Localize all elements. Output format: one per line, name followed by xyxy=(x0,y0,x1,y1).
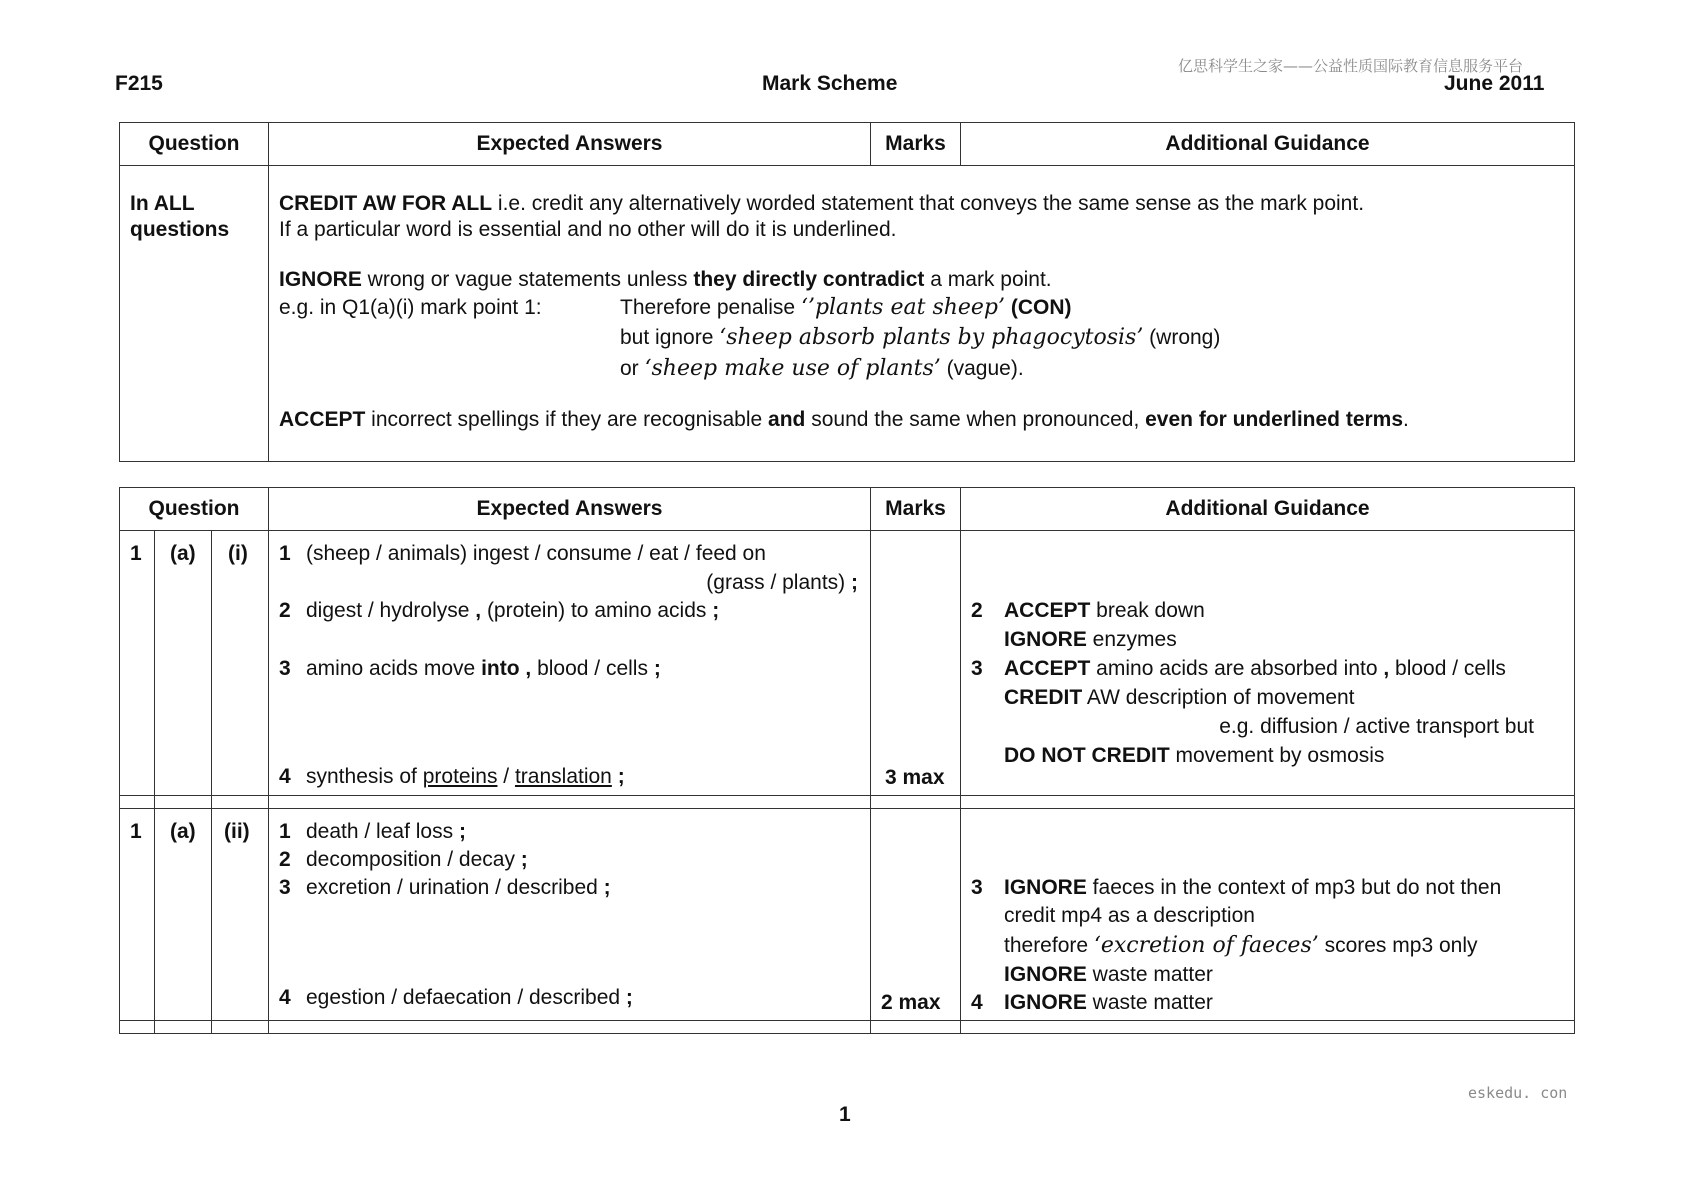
row-q1ai xyxy=(120,531,1575,796)
accept-mid: incorrect spellings if they are recognisable xyxy=(365,408,769,431)
ignore-tag: (wrong) xyxy=(1143,326,1221,349)
q1aii-g3d xyxy=(1004,962,1213,988)
ignore-bold: IGNORE xyxy=(279,268,362,291)
q1ai-g3-rest: blood / cells xyxy=(1389,657,1506,680)
q1ai-g3c: e.g. diffusion / active transport but xyxy=(1219,715,1534,738)
ignore-quote: ‘sheep absorb plants by phagocytosis’ xyxy=(719,325,1144,350)
penalise-quote: ‘’plants eat sheep’ xyxy=(800,295,1006,320)
q1aii-mp2-num: 2 xyxy=(279,848,291,871)
col-guidance: Additional Guidance xyxy=(961,123,1575,166)
q1ai-g3-bold: ACCEPT xyxy=(1004,657,1091,680)
paper-code: F215 xyxy=(115,72,163,95)
q1ai-mp3-num: 3 xyxy=(279,657,291,680)
q1aii-g3c-quote: ‘excretion of faeces’ xyxy=(1093,933,1319,958)
q1aii-mp3-semi: ; xyxy=(603,876,611,899)
q1aii-mp2-text: decomposition / decay xyxy=(306,848,521,871)
penalise-text: Therefore penalise xyxy=(620,296,801,319)
q1ai-g2b-text: enzymes xyxy=(1086,628,1177,651)
q1ai-mp4 xyxy=(306,764,625,790)
q1aii-g3b: credit mp4 as a description xyxy=(1004,904,1255,927)
q1ai-g3d xyxy=(1004,743,1384,769)
accept-and: and xyxy=(768,408,806,431)
q1ai-mp3-into: into , xyxy=(481,657,532,680)
q1ai-mp4-sep: / xyxy=(497,765,515,788)
accept-mid2: sound the same when pronounced, xyxy=(805,408,1146,431)
q1ai-g2 xyxy=(1004,598,1205,624)
q1ai-mp3-text: amino acids move xyxy=(306,657,482,680)
q1ai-mp1-cont xyxy=(706,570,858,596)
q1aii-answers xyxy=(269,809,871,1021)
q1aii-mp3-num: 3 xyxy=(279,876,291,899)
q1ai-mp1-num: 1 xyxy=(279,542,291,565)
q1aii-mp1-num: 1 xyxy=(279,820,291,843)
q1ai-mp3 xyxy=(306,656,661,682)
q1aii-mp4-num: 4 xyxy=(279,986,291,1009)
q1ai-g2-text: break down xyxy=(1090,599,1205,622)
accept-bold2: even for underlined terms xyxy=(1145,408,1404,431)
q1aii-g3d-text: waste matter xyxy=(1086,963,1213,986)
q1ai-g3b-bold: CREDIT xyxy=(1004,686,1083,709)
general-label-1: In ALL xyxy=(130,192,195,215)
q1ai-mp4-semi: ; xyxy=(611,765,625,788)
credit-bold: CREDIT AW FOR ALL xyxy=(279,192,493,215)
q1ai-g3d-text: movement by osmosis xyxy=(1169,744,1385,767)
q1ai-mp4-translation: translation xyxy=(514,765,612,788)
q1aii-mp1-semi: ; xyxy=(458,820,466,843)
q1ai-g2-bold: ACCEPT xyxy=(1004,599,1091,622)
q1aii-guidance xyxy=(961,809,1575,1021)
q1ai-g3b xyxy=(1004,685,1355,711)
q1aii-marks: 2 max xyxy=(881,991,941,1014)
general-content-cell xyxy=(269,166,1575,462)
q1aii-g3-text: faeces in the context of mp3 but do not then xyxy=(1086,876,1502,899)
q1aii-g3d-bold: IGNORE xyxy=(1004,963,1087,986)
col-expected-2: Expected Answers xyxy=(269,488,871,531)
q1ai-g3b-text: AW description of movement xyxy=(1082,686,1355,709)
ignore-bold2: they directly contradict xyxy=(693,268,925,291)
col-expected: Expected Answers xyxy=(269,123,871,166)
general-table xyxy=(119,122,1575,462)
col-guidance-2: Additional Guidance xyxy=(961,488,1575,531)
q1ai-g3 xyxy=(1004,656,1506,682)
ignore-example-line xyxy=(620,325,1220,351)
q1aii-mp4-text: egestion / defaecation / described xyxy=(306,986,626,1009)
q1ai-mp4-num: 4 xyxy=(279,765,291,788)
q1aii-part: (a) xyxy=(170,820,196,843)
q1ai-part: (a) xyxy=(170,542,196,565)
credit-line xyxy=(279,191,1364,217)
q1ai-mp2-text: digest / hydrolyse xyxy=(306,599,476,622)
col-marks: Marks xyxy=(871,123,961,166)
q1ai-mp4-text: synthesis of xyxy=(306,765,423,788)
q1aii-g3c xyxy=(1004,933,1477,959)
q1ai-g2b xyxy=(1004,627,1177,653)
q1ai-mp1-text: (sheep / animals) ingest / consume / eat / feed on xyxy=(306,542,766,565)
q1aii-num: 1 xyxy=(130,820,142,843)
q1aii-mp4-semi: ; xyxy=(625,986,633,1009)
q1ai-mp2-semi: ; xyxy=(712,599,720,622)
general-label-cell xyxy=(120,166,269,462)
ignore-but: but ignore xyxy=(620,326,720,349)
page-number: 1 xyxy=(839,1103,851,1126)
q1ai-mp2-num: 2 xyxy=(279,599,291,622)
col-question: Question xyxy=(120,123,269,166)
q1aii-g3-bold: IGNORE xyxy=(1004,876,1087,899)
q1ai-answers xyxy=(269,531,871,796)
accept-line xyxy=(279,407,1409,433)
q1ai-mp1-cont-text: (grass / plants) xyxy=(706,571,846,594)
eg-label: e.g. in Q1(a)(i) mark point 1: xyxy=(279,296,542,319)
q1ai-mp3-semi: ; xyxy=(653,657,661,680)
q1aii-mp3-text: excretion / urination / described xyxy=(306,876,604,899)
q1aii-mp3 xyxy=(306,875,611,901)
q1ai-guidance xyxy=(961,531,1575,796)
q1aii-mp2 xyxy=(306,847,528,873)
q1ai-g3-num: 3 xyxy=(971,657,983,680)
q1aii-g3c-rest: scores mp3 only xyxy=(1318,934,1478,957)
penalise-tag: (CON) xyxy=(1005,296,1072,319)
q1ai-mp1-semi: ; xyxy=(845,571,858,594)
accept-end: . xyxy=(1403,408,1409,431)
q1ai-g2b-bold: IGNORE xyxy=(1004,628,1087,651)
penalise-line xyxy=(620,295,1072,321)
row-q1aii xyxy=(120,809,1575,1021)
q1ai-g3-comma: , xyxy=(1383,657,1390,680)
q1ai-g3d-bold: DO NOT CREDIT xyxy=(1004,744,1170,767)
q1aii-mp2-semi: ; xyxy=(520,848,528,871)
q1aii-g4-bold: IGNORE xyxy=(1004,991,1087,1014)
q1ai-sub: (i) xyxy=(228,542,248,565)
q1aii-mp1-text: death / leaf loss xyxy=(306,820,459,843)
q1aii-mp4 xyxy=(306,985,633,1011)
q1aii-g3-num: 3 xyxy=(971,876,983,899)
or-example-line xyxy=(620,356,1024,382)
q1aii-g4-text: waste matter xyxy=(1086,991,1213,1014)
q1ai-mp2-rest: (protein) to amino acids xyxy=(481,599,713,622)
or-quote: ‘sheep make use of plants’ xyxy=(644,356,941,381)
q1ai-mp2-comma: , xyxy=(475,599,482,622)
q1aii-sub: (ii) xyxy=(224,820,250,843)
underline-note: If a particular word is essential and no other will do it is underlined. xyxy=(279,218,897,241)
exam-date: June 2011 xyxy=(1444,72,1545,95)
col-question-2: Question xyxy=(120,488,269,531)
q1ai-mp4-proteins: proteins xyxy=(422,765,498,788)
q1ai-mp2 xyxy=(306,598,719,624)
or-tag: (vague). xyxy=(940,357,1024,380)
q1aii-g3 xyxy=(1004,875,1501,901)
q1ai-g2-num: 2 xyxy=(971,599,983,622)
q1aii-g4-num: 4 xyxy=(971,991,983,1014)
accept-bold: ACCEPT xyxy=(279,408,366,431)
q1ai-num: 1 xyxy=(130,542,142,565)
or-text: or xyxy=(620,357,645,380)
ignore-line xyxy=(279,267,1052,293)
q1aii-g4 xyxy=(1004,990,1213,1016)
page-title: Mark Scheme xyxy=(762,72,898,95)
q1ai-g3-text: amino acids are absorbed into xyxy=(1090,657,1384,680)
q1aii-g3c-text: therefore xyxy=(1004,934,1094,957)
credit-rest: i.e. credit any alternatively worded statement that conveys the same sense as the mark point. xyxy=(492,192,1365,215)
q1ai-mp3-rest: blood / cells xyxy=(531,657,654,680)
ignore-end: a mark point. xyxy=(924,268,1052,291)
watermark-top: 亿思科学生之家——公益性质国际教育信息服务平台 xyxy=(1178,57,1524,75)
question-table xyxy=(119,487,1575,1034)
q1ai-marks: 3 max xyxy=(885,766,945,789)
watermark-bottom: eskedu. con xyxy=(1468,1084,1568,1102)
q1aii-mp1 xyxy=(306,819,466,845)
general-label-2: questions xyxy=(130,218,230,241)
col-marks-2: Marks xyxy=(871,488,961,531)
ignore-mid: wrong or vague statements unless xyxy=(361,268,694,291)
